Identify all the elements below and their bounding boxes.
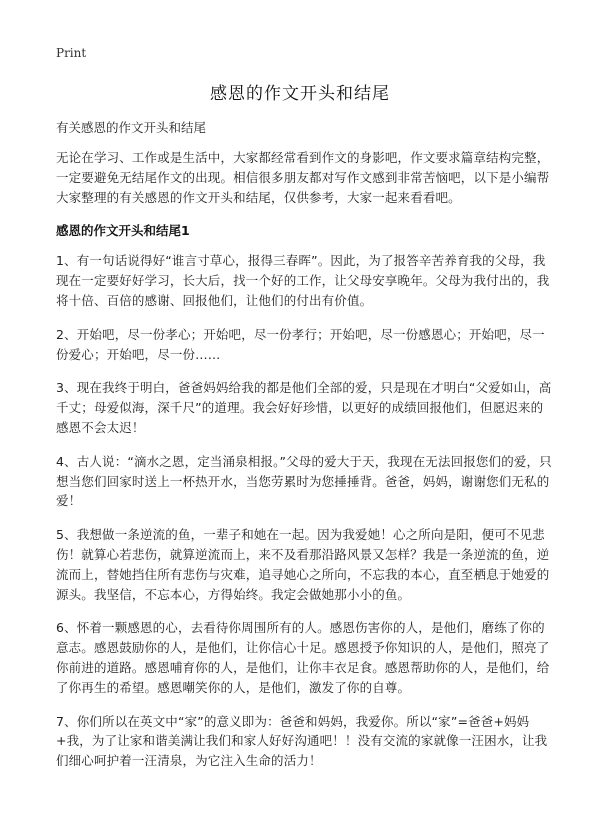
paragraph-5: 5、我想做一条逆流的鱼，一辈子和她在一起。因为我爱她！心之所向是阳，便可不见悲伤！就算心若悲伤，就算逆流而上，来不及看那沿路风景又怎样？我是一条逆流的鱼，逆流而上，替她挡住所有悲伤与灾难，追寻她心之所向，不忘我的本心，直至栖息于她爱的源头。我坚信，不忘本心，方得始终。我定会做她那小小的鱼。	[56, 527, 550, 602]
intro-line: 有关感恩的作文开头和结尾	[56, 120, 207, 135]
page-title: 感恩的作文开头和结尾	[210, 84, 390, 104]
lead-paragraph: 无论在学习、工作或是生活中，大家都经常看到作文的身影吧，作文要求篇章结构完整，一定要避免无结尾作文的出现。相信很多朋友都对写作文感到非常苦恼吧，以下是小编帮大家整理的有关感恩的作文开头和结尾，仅供参考，大家一起来看看吧。	[56, 150, 550, 205]
section-heading: 感恩的作文开头和结尾1	[56, 223, 190, 239]
paragraph-1: 1、有一句话说得好“谁言寸草心，报得三春晖”。因此，为了报答辛苦养育我的父母，我现在一定要好好学习，长大后，找一个好的工作，让父母安享晚年。父母为我付出的，我将十倍、百倍的感谢、回报他们，让他们的付出有价值。	[56, 253, 550, 308]
print-link[interactable]: Print	[56, 46, 87, 60]
paragraph-2: 2、开始吧，尽一份孝心；开始吧，尽一份孝行；开始吧，尽一份感恩心；开始吧，尽一份爱心；开始吧，尽一份……	[56, 326, 545, 362]
paragraph-7: 7、你们所以在英文中“家”的意义即为：爸爸和妈妈，我爱你。所以“家”=爸爸+妈妈+我，为了让家和谐美满让我们和家人好好沟通吧！！没有交流的家就像一汪困水，让我们细心呵护着一汪清泉，为它注入生命的活力！	[56, 713, 548, 769]
paragraph-4: 4、古人说：“滴水之恩，定当涌泉相报。”父母的爱大于天，我现在无法回报您们的爱，只想当您们回家时送上一杯热开水，当您劳累时为您捶捶背。爸爸，妈妈，谢谢您们无私的爱！	[56, 453, 552, 509]
article-body	[56, 118, 553, 785]
paragraph-6: 6、怀着一颗感恩的心，去看待你周围所有的人。感恩伤害你的人，是他们，磨练了你的意志。感恩鼓励你的人，是他们，让你信心十足。感恩授予你知识的人，是他们，照亮了你前进的道路。感恩哺育你的人，是他们，让你丰衣足食。感恩帮助你的人，是他们，给了你再生的希望。感恩嘲笑你的人，是他们，激发了你的自尊。	[56, 620, 550, 695]
paragraph-3: 3、现在我终于明白，爸爸妈妈给我的都是他们全部的爱，只是现在才明白“父爱如山，高千丈；母爱似海，深千尺”的道理。我会好好珍惜，以更好的成绩回报他们，但愿迟来的感恩不会太迟！	[56, 380, 552, 435]
